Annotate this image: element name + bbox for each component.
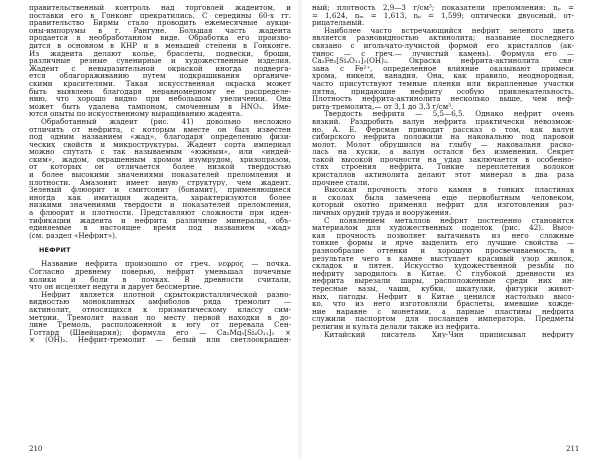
text-line: отличить от нефрита, с которым вместе он был известен bbox=[29, 125, 291, 134]
text-line: низкими значениями твердости и показателей преломления, bbox=[29, 201, 291, 210]
text-line: кая прочность позволяет вытачивать из него сложные bbox=[312, 231, 574, 240]
right-text-column bbox=[312, 4, 574, 338]
text-line: рита-тремолита,— от 3,1 до 3,3 г/см³. bbox=[312, 102, 454, 111]
left-page-number: 210 bbox=[29, 445, 43, 453]
paragraph-hardness bbox=[312, 110, 574, 186]
text-line: Наиболее часто встречающийся нефрит зеленого цвета bbox=[324, 26, 574, 35]
text-line: лась на куски, а валун остался без изменения. Секрет bbox=[312, 148, 574, 156]
text-line: хрома, никеля, ванадия. Она, как правило, неоднородная, bbox=[312, 72, 574, 80]
text-line: (см. раздел «Нефрит»). bbox=[29, 231, 118, 240]
text-line: связано с игольчато-лучистой формой его кристаллов (ак- bbox=[312, 41, 574, 50]
text-line: и более высокими значениями показателей преломления и bbox=[29, 171, 291, 179]
text-line: тересные вазы, чаши, кубки, шкатулки, фигурки живот- bbox=[312, 284, 574, 293]
text-line: Готтард (Швейцария); формула его — Ca₂Mg₅[Si₄O₁₁]₂ × bbox=[29, 328, 291, 337]
text-line: нефриту зародилось в Китае. С глубокой древности из bbox=[312, 269, 574, 278]
text-line: = 1,624, nₘ = 1,613, nₚ = 1,599; оптически двуосный, от- bbox=[312, 11, 574, 20]
text-line: но. А. Е. Ферсман приводит рассказ о том, как валун bbox=[312, 125, 574, 134]
text-line: Высокая прочность этого камня в тонких пластинах bbox=[324, 186, 574, 194]
text-line: от которых он отличается более низкой твердостью bbox=[29, 163, 291, 172]
text-line: тинос — с греч.— лучистый камень). Формула его — bbox=[312, 49, 574, 58]
paragraph-tremolite-properties bbox=[312, 4, 574, 27]
text-line: дится в основном в КНР и в меньшей степени в Гонконге. bbox=[29, 41, 291, 50]
text-line: лине Тремоль, расположенной к югу от перевала Сен- bbox=[29, 321, 291, 329]
text-line: кристаллов актинолита делают этот минерал в два раза bbox=[312, 171, 574, 179]
text-line: что он исцеляет недуги и дарует бессмертие. bbox=[29, 283, 202, 291]
text-line: ческих свойств и микроструктуры. Жадеит сорта империал bbox=[29, 140, 291, 149]
text-line: ко, что из него изготовляли браслеты, имевшие хожде- bbox=[312, 300, 574, 308]
text-line: нефрита вырезали шары, расположенные среди них ин- bbox=[312, 277, 574, 285]
text-line: может быть удалена тампоном, смоченным в HNO₃. Име- bbox=[29, 102, 291, 111]
text-line: Плотность нефрита-актинолита несколько выше, чем неф- bbox=[312, 95, 574, 103]
text-line: под одним названием «жад», благодаря определению физи- bbox=[29, 133, 291, 141]
text-line: поставки его в Гонконг прекратились. С середины 60-х гг. bbox=[29, 11, 291, 20]
paragraph-jadeite-identification bbox=[29, 118, 291, 240]
text-line: складок и пятен. Искусство художественной резьбы по bbox=[312, 262, 574, 270]
text-line: иногда как имитация жадеита, характеризуются более bbox=[29, 193, 291, 202]
text-line: ние наравне с монетами, а парные пластины нефрита bbox=[312, 307, 574, 316]
text-line: ный; плотность 2,9—3 г/см³; показатели преломления: nₚ = bbox=[312, 4, 574, 12]
text-line: × (OH)₂. Нефрит-тремолит — белый или светлоокрашен- bbox=[29, 336, 291, 344]
text-line: вязкий. Раздробить валун нефрита практически невозмож- bbox=[312, 117, 574, 126]
text-line: сибирского нефрита положили на наковальню под паровой bbox=[312, 133, 574, 141]
left-text-column bbox=[29, 4, 291, 344]
text-line: ных, пагоды. Нефрит в Китае ценился настолько высо- bbox=[312, 292, 574, 301]
text-line: ется облагораживанию путем подкрашивания органиче- bbox=[29, 72, 291, 80]
text-line: продается в необработанном виде. Обработка его произво- bbox=[29, 34, 291, 42]
text-line: часто присутствуют темные пленки или вкрапленные участки bbox=[312, 79, 574, 88]
text-line: нию, что хорошо видно при небольшом увеличении. Она bbox=[29, 95, 291, 103]
text-line: и сколах была замечена еще первобытным человеком, bbox=[312, 193, 574, 202]
text-line: можно спутать с так называемым «южным», или «индей- bbox=[29, 148, 291, 156]
text-line: правительственный контроль над торговлей жадеитом, и bbox=[29, 4, 291, 12]
text-line: плотности. Амазонит имеет иную структуру, чем жадеит. bbox=[29, 178, 291, 187]
right-page-number: 211 bbox=[566, 445, 580, 453]
text-line: правительство Бирмы стало проводить ежемесячные аукци- bbox=[29, 19, 291, 27]
paragraph-nephrite-name bbox=[29, 260, 291, 290]
text-line: метрии. Тремолит назван по месту первой находки в до- bbox=[29, 313, 291, 322]
text-line: такой высокой прочности на удар заключается в особенно- bbox=[312, 155, 574, 164]
section-heading-nephrite: НЕФРИТ bbox=[39, 246, 71, 255]
text-line: видностью моноклинных амфиболов ряда тремолит — bbox=[29, 298, 291, 306]
paragraph-chinese-writer bbox=[312, 331, 574, 339]
text-line: колики и боли в почках. В древности считали, bbox=[29, 275, 291, 284]
text-line: Из жадеита делают колье, браслеты, подвески, броши, bbox=[29, 49, 291, 58]
text-line: тификации жадеита и нефрита различные минералы, объ- bbox=[29, 216, 291, 225]
text-line: который охотно применял нефрит для изготовления раз- bbox=[312, 201, 574, 210]
text-line: личных орудий труда и вооружения. bbox=[312, 209, 452, 217]
text-line: тонкие формы и ярче выделить его лучшие свойства — bbox=[312, 239, 574, 247]
text-line: Согласно древнему поверью, нефрит уменьшал почечные bbox=[29, 268, 291, 276]
text-line: С появлением металлов нефрит постепенно становится bbox=[324, 216, 574, 225]
paragraph-nephrite-mineralogy bbox=[29, 291, 291, 344]
text-line: единяемые в настоящее время под названием «жад» bbox=[29, 224, 291, 232]
text-line: служили паспортом для посланцев императора. Предметы bbox=[312, 315, 574, 323]
text-line: пятна, придающие нефриту особую привлекательность. bbox=[312, 87, 574, 96]
text-line: материалом для художественных поделок (рис. 42). Высо- bbox=[312, 224, 574, 232]
text-line: зана с Fe²⁺, определенное влияние оказывают примеси bbox=[312, 64, 574, 73]
text-line: результате чего в камне выступает красивый узор жилок, bbox=[312, 254, 574, 263]
text-line: рицательный. bbox=[312, 19, 365, 27]
text-line: Жадеит с невыразительной окраской иногда подверга- bbox=[29, 64, 291, 73]
paragraph-primitive-use bbox=[312, 186, 574, 216]
text-line: молот. Молот обрушился на глыбу — наковальня раско- bbox=[312, 140, 574, 149]
text-line: стях строения нефрита. Тонкие переплетения волокон bbox=[312, 163, 574, 172]
paragraph-art-carving bbox=[312, 217, 574, 331]
text-line: Китайский писатель Хиу-Чин приписывал нефриту bbox=[324, 330, 574, 339]
text-line: ским», жадом, окрашенным хромом изумрудом, хризопразом, bbox=[29, 155, 291, 164]
text-line: Ca₂Fe₅[Si₄O₁₁]₂(OH)₂. Окраска нефрита-актинолита свя- bbox=[312, 57, 574, 65]
paragraph-actinolite bbox=[312, 27, 574, 111]
text-line: быть выявлена благодаря неравномерному ее распределе- bbox=[29, 87, 291, 96]
text-line: Нефрит является плотной скрытокристаллической разно- bbox=[41, 290, 291, 299]
text-line: ются опыты по искусственному выращиванию жадеита. bbox=[29, 110, 243, 118]
paragraph-jadeite-trade bbox=[29, 4, 291, 118]
text-line: Обработанный жадеит (рис. 41) довольно несложно bbox=[41, 117, 291, 126]
text-line: религии и культа делали также из нефрита. bbox=[312, 322, 481, 331]
text-line: оны-импорумы в г. Рангуне. Большая часть жадеита bbox=[29, 26, 291, 35]
text-line: Зеленый флюорит и смитсонит (бонамит), применяющиеся bbox=[29, 186, 291, 194]
text-line: разнообразие оттенки и хорошую просвечиваемость, в bbox=[312, 247, 574, 255]
text-line: прочнее стали. bbox=[312, 178, 370, 187]
text-line: является разновидностью актинолита; название последнего bbox=[312, 34, 574, 42]
text-line: актинолит, относящихся к призматическому классу сим- bbox=[29, 305, 291, 314]
text-line: различные резные сувенирные и художественные изделия. bbox=[29, 57, 291, 65]
text-line: скими красителями. Такая искусственная окраска может bbox=[29, 79, 291, 88]
text-line: Твердость нефрита — 5,5—6,5. Однако нефрит очень bbox=[324, 110, 574, 118]
text-line: Название нефрита произошло от греч. νεφρος — почка. bbox=[41, 260, 291, 268]
text-line: а флюорит и плотности. Представляют сложности при иден- bbox=[29, 209, 291, 217]
